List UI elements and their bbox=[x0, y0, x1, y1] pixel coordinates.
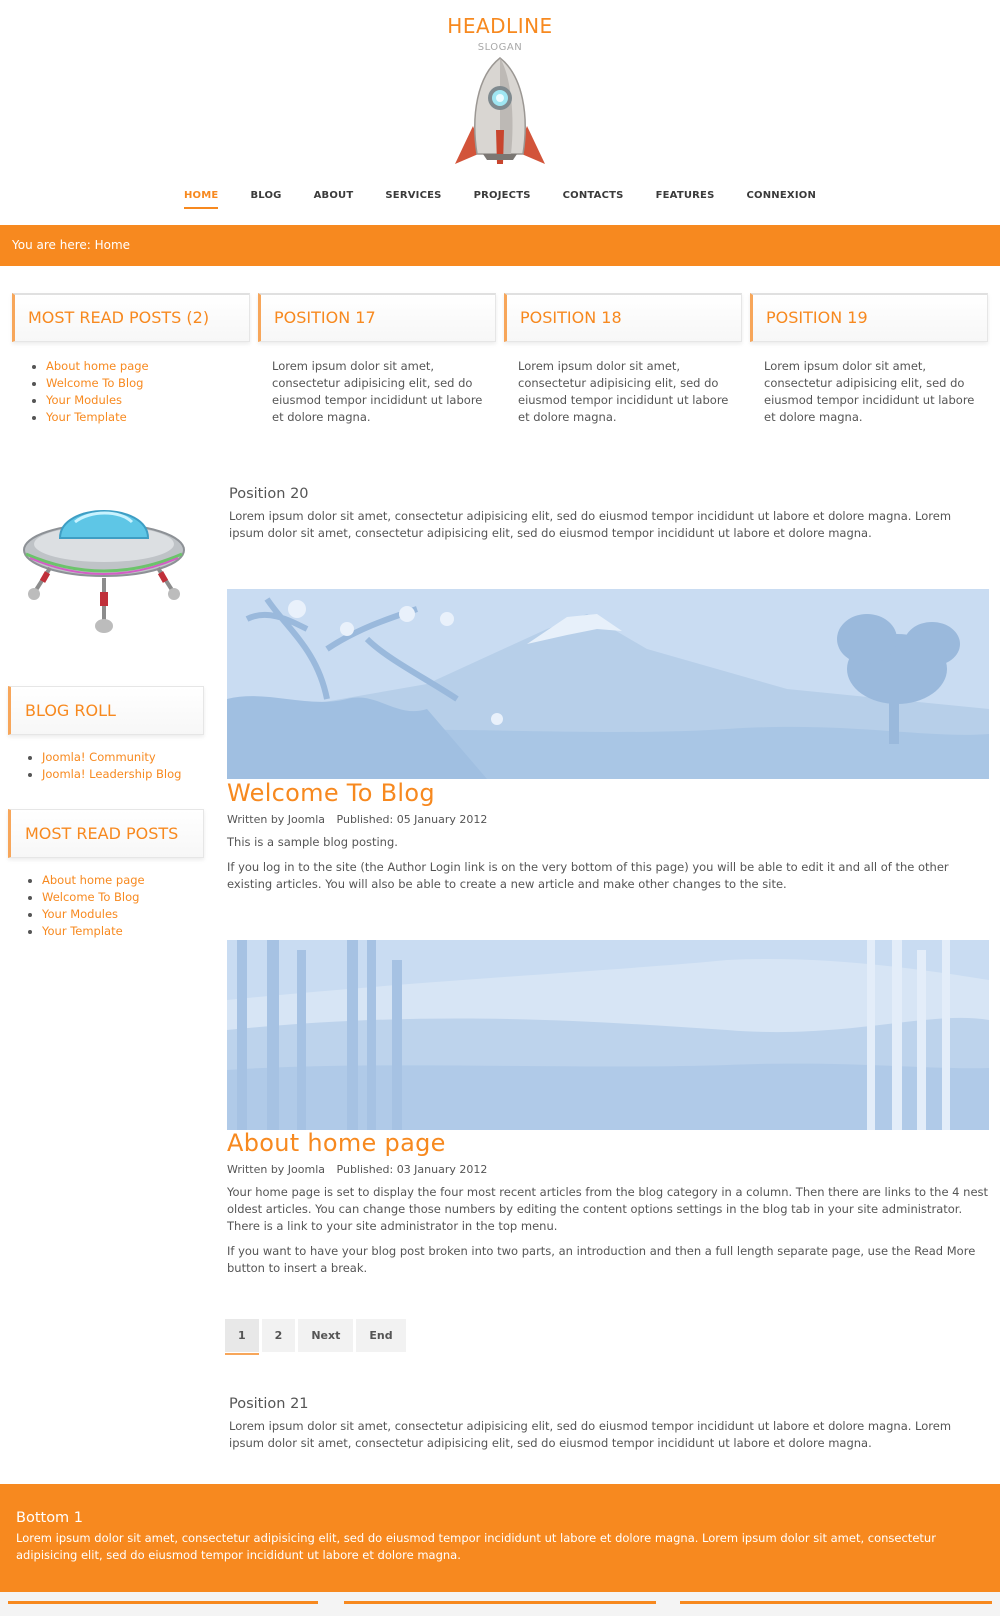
bottom-title: Bottom 1 bbox=[16, 1510, 84, 1526]
article-paragraph: If you log in to the site (the Author Login link is on the very bottom of this page) you will be able to edit it and all of the other existing articles. You will also be able to create a new article and make other changes to the site. bbox=[227, 860, 949, 891]
menu-item-projects[interactable]: PROJECTS bbox=[473, 190, 531, 201]
site-slogan: SLOGAN bbox=[477, 42, 523, 53]
module-most-read-side bbox=[8, 809, 204, 940]
list-item[interactable] bbox=[42, 749, 204, 766]
article-image-mountain[interactable] bbox=[227, 589, 989, 779]
next-page-button[interactable]: Next bbox=[298, 1319, 353, 1352]
menu-item-home[interactable]: HOME bbox=[168, 186, 234, 209]
article-paragraph: If you want to have your blog post broken into two parts, an introduction and then a full length separate page, use the Read More button to insert a break. bbox=[227, 1244, 976, 1275]
list-item[interactable] bbox=[46, 358, 250, 375]
module-text: Lorem ipsum dolor sit amet, consectetur adipisicing elit, sed do eiusmod tempor incididunt ut labore et dolore magna. bbox=[764, 359, 975, 424]
bottom-1 bbox=[0, 1484, 1000, 1592]
article-published: Published: 03 January 2012 bbox=[336, 1163, 488, 1176]
most-read-list bbox=[12, 358, 250, 426]
footer-dividers bbox=[0, 1592, 1000, 1616]
ufo-image bbox=[20, 492, 188, 650]
position-title: Position 20 bbox=[229, 486, 309, 502]
position-text: Lorem ipsum dolor sit amet, consectetur adipisicing elit, sed do eiusmod tempor incididunt ut labore et dolore magna. Lorem ipsum dolor sit amet, consectetur adipisicing elit, sed do eiusmod tempor incididunt ut labore et dolore magna. bbox=[229, 1419, 952, 1450]
module-title: BLOG ROLL bbox=[8, 686, 204, 735]
article-welcome-to-blog bbox=[227, 778, 989, 893]
blog-roll-list bbox=[34, 749, 204, 783]
link-welcome-blog[interactable]: Welcome To Blog bbox=[42, 890, 140, 904]
list-item[interactable] bbox=[46, 409, 250, 426]
module-title: POSITION 19 bbox=[750, 293, 988, 342]
end-page-button[interactable]: End bbox=[356, 1319, 405, 1352]
list-item[interactable] bbox=[42, 906, 204, 923]
link-joomla-leadership-blog[interactable]: Joomla! Leadership Blog bbox=[42, 767, 182, 781]
module-blog-roll bbox=[8, 686, 204, 783]
menu-item-about[interactable]: ABOUT bbox=[313, 190, 354, 201]
article-author: Written by Joomla bbox=[227, 813, 326, 826]
link-welcome-blog[interactable]: Welcome To Blog bbox=[46, 376, 144, 390]
module-text: Lorem ipsum dolor sit amet, consectetur adipisicing elit, sed do eiusmod tempor incididunt ut labore et dolore magna. bbox=[518, 359, 729, 424]
list-item[interactable] bbox=[46, 392, 250, 409]
menu-item-services[interactable]: SERVICES bbox=[385, 190, 442, 201]
link-your-modules[interactable]: Your Modules bbox=[46, 393, 123, 407]
article-image-bamboo[interactable] bbox=[227, 940, 989, 1130]
list-item[interactable] bbox=[42, 872, 204, 889]
list-item[interactable] bbox=[46, 375, 250, 392]
site-headline[interactable]: HEADLINE bbox=[447, 14, 553, 38]
article-paragraph: Your home page is set to display the four most recent articles from the blog category in a column. Then there are links to the 4 nest oldest articles. You can change those numbers by editing the content options settings in the blog tab in your site administrator. There is a link to your site administrator in the top menu. bbox=[227, 1185, 989, 1233]
module-most-read-top bbox=[12, 293, 250, 426]
position-21 bbox=[229, 1396, 981, 1452]
module-text: Lorem ipsum dolor sit amet, consectetur adipisicing elit, sed do eiusmod tempor incididunt ut labore et dolore magna. bbox=[272, 359, 483, 424]
main-menu bbox=[0, 186, 1000, 209]
pagination bbox=[225, 1319, 406, 1352]
most-read-list bbox=[34, 872, 204, 940]
menu-item-contacts[interactable]: CONTACTS bbox=[562, 190, 624, 201]
module-position-18 bbox=[504, 293, 742, 426]
divider bbox=[680, 1601, 992, 1604]
menu-item-features[interactable]: FEATURES bbox=[655, 190, 715, 201]
article-meta bbox=[227, 813, 989, 826]
module-title: MOST READ POSTS (2) bbox=[12, 293, 250, 342]
link-joomla-community[interactable]: Joomla! Community bbox=[42, 750, 156, 764]
link-your-template[interactable]: Your Template bbox=[46, 410, 127, 424]
article-meta bbox=[227, 1163, 989, 1176]
rocket-logo[interactable] bbox=[453, 56, 547, 172]
module-title: POSITION 17 bbox=[258, 293, 496, 342]
page-2-button[interactable]: 2 bbox=[262, 1319, 296, 1352]
position-20 bbox=[229, 486, 981, 542]
link-about-home[interactable]: About home page bbox=[46, 359, 149, 373]
article-title[interactable]: About home page bbox=[227, 1129, 446, 1157]
menu-item-blog[interactable]: BLOG bbox=[250, 190, 282, 201]
divider bbox=[344, 1601, 656, 1604]
link-your-template[interactable]: Your Template bbox=[42, 924, 123, 938]
article-published: Published: 05 January 2012 bbox=[336, 813, 488, 826]
breadcrumb: You are here: Home bbox=[0, 225, 1000, 266]
link-about-home[interactable]: About home page bbox=[42, 873, 145, 887]
list-item[interactable] bbox=[42, 923, 204, 940]
bottom-text: Lorem ipsum dolor sit amet, consectetur adipisicing elit, sed do eiusmod tempor incididunt ut labore et dolore magna. Lorem ipsum dolor sit amet, consectetur adipisicing elit, sed do eiusmod tempor incididunt ut labore et dolore magna. bbox=[16, 1531, 936, 1562]
list-item[interactable] bbox=[42, 766, 204, 783]
module-title: MOST READ POSTS bbox=[8, 809, 204, 858]
article-title[interactable]: Welcome To Blog bbox=[227, 779, 435, 807]
module-position-17 bbox=[258, 293, 496, 426]
list-item[interactable] bbox=[42, 889, 204, 906]
divider bbox=[8, 1601, 318, 1604]
article-author: Written by Joomla bbox=[227, 1163, 326, 1176]
module-position-19 bbox=[750, 293, 988, 426]
position-title: Position 21 bbox=[229, 1396, 309, 1412]
article-paragraph: This is a sample blog posting. bbox=[227, 835, 398, 849]
link-your-modules[interactable]: Your Modules bbox=[42, 907, 119, 921]
article-about-home-page bbox=[227, 1128, 989, 1277]
menu-item-connexion[interactable]: CONNEXION bbox=[746, 190, 817, 201]
page-1-button[interactable]: 1 bbox=[225, 1319, 259, 1352]
module-title: POSITION 18 bbox=[504, 293, 742, 342]
position-text: Lorem ipsum dolor sit amet, consectetur adipisicing elit, sed do eiusmod tempor incididunt ut labore et dolore magna. Lorem ipsum dolor sit amet, consectetur adipisicing elit, sed do eiusmod tempor incididunt ut labore et dolore magna. bbox=[229, 509, 952, 540]
site-header bbox=[0, 0, 1000, 225]
